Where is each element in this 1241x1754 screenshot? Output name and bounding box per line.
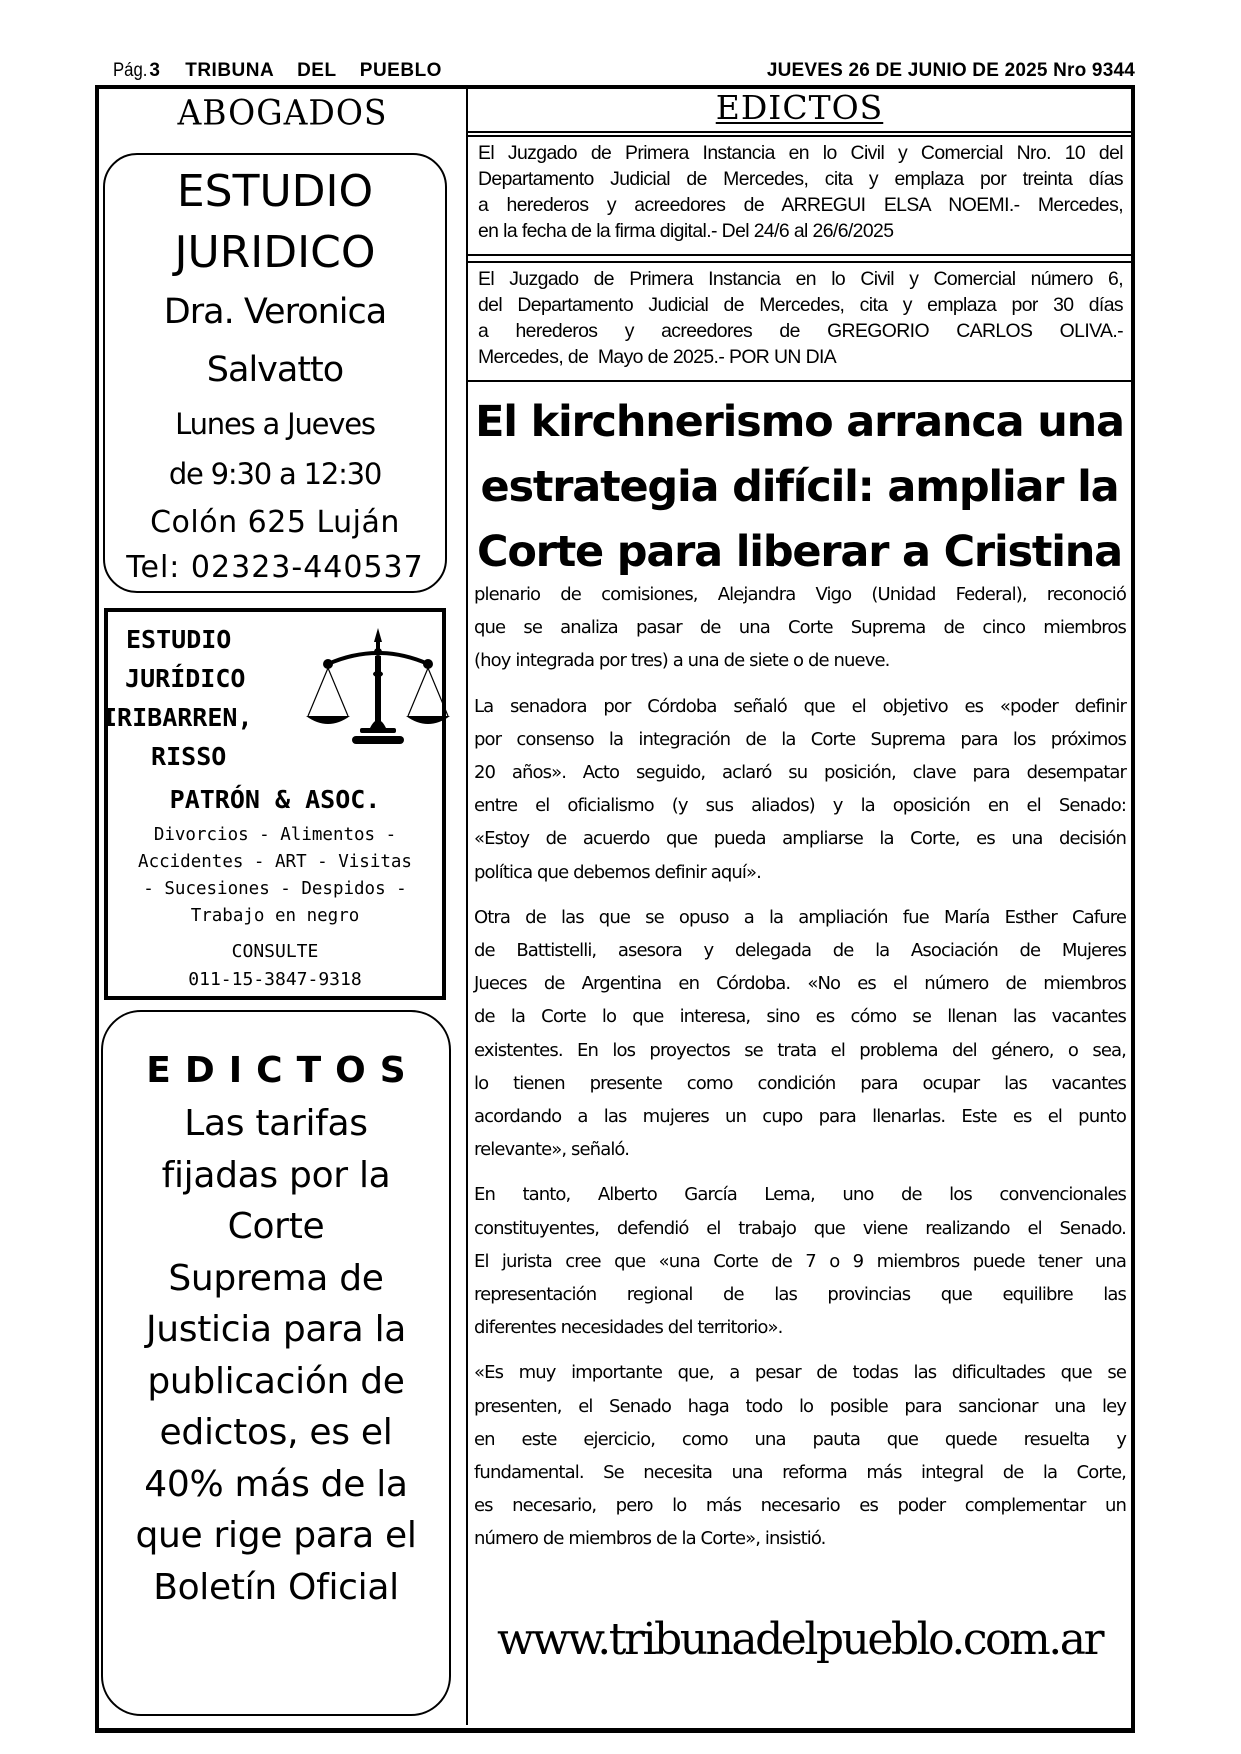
consult-label: CONSULTE: [231, 941, 319, 962]
article-line: (hoy integrada por tres) a una de siete o de nueve.: [474, 650, 890, 672]
services-line: Divorcios - Alimentos -: [153, 825, 397, 845]
edicto-line: a herederos y acreedores de ARREGUI ELSA NOEMI.- Mercedes,: [478, 194, 1123, 216]
ad-line: Las tarifas: [184, 1103, 368, 1144]
headline-line: Corte para liberar a Cristina: [476, 527, 1122, 577]
article-paragraph: [474, 578, 1126, 678]
ad-line: que rige para el: [135, 1515, 417, 1556]
ad-line: JURIDICO: [174, 227, 376, 278]
ad-line: Boletín Oficial: [153, 1566, 399, 1608]
edicto-notice: [468, 261, 1131, 382]
ad-line: publicación de: [147, 1360, 405, 1402]
edicto-notice: [468, 135, 1131, 256]
article-line: de la Corte lo que interesa, sino es cómo se llenan las vacantes: [474, 1006, 1126, 1028]
article-line: en este ejercicio, como una pauta que quede resuelta y: [474, 1428, 1126, 1450]
headline-line: El kirchnerismo arranca una: [475, 397, 1124, 447]
masthead-left: [113, 60, 442, 82]
services-line: - Sucesiones - Despidos -: [143, 879, 407, 899]
article-line: En tanto, Alberto García Lema, uno de los convencionales: [474, 1184, 1126, 1206]
ad-phone: Tel: 02323-440537: [126, 550, 424, 585]
services-line: Accidentes - ART - Visitas: [138, 852, 412, 872]
headline-line: estrategia difícil: ampliar la: [480, 462, 1119, 512]
article-line: 20 años». Acto seguido, aclaró su posición, clave para desempatar: [474, 762, 1126, 784]
consult-phone: 011-15-3847-9318: [188, 969, 362, 990]
article-line: relevante», señaló.: [474, 1139, 630, 1161]
article-line: es necesario, pero lo más necesario es poder complementar un: [474, 1495, 1126, 1517]
article-line: de Battistelli, asesora y delegada de la Asociación de Mujeres: [474, 940, 1126, 962]
section-title-text: EDICTOS: [715, 88, 884, 127]
edicto-line: El Juzgado de Primera Instancia en lo Civil y Comercial número 6,: [478, 268, 1123, 290]
section-title-abogados: ABOGADOS: [177, 92, 388, 133]
article-line: existentes. En los proyectos se trata el problema del género, o sea,: [474, 1039, 1126, 1061]
issue-date: JUEVES 26 DE JUNIO DE 2025 Nro 9344: [766, 60, 1135, 81]
article-line: política que debemos definir aquí».: [474, 861, 761, 883]
ad-tarifas-edictos: [101, 1010, 451, 1716]
edicto-line: Departamento Judicial de Mercedes, cita y emplaza por treinta días: [478, 168, 1123, 190]
article-line: El jurista cree que «una Corte de 7 o 9 miembros puede tener una: [474, 1250, 1126, 1272]
ad-line: Dra. Veronica: [163, 292, 387, 332]
article-paragraph: [474, 901, 1126, 1167]
firm-line: JURÍDICO: [110, 664, 246, 693]
services-line: Trabajo en negro: [190, 906, 360, 926]
article-line: lo tienen presente como condición para ocupar las vacantes: [474, 1072, 1126, 1094]
ad-line: Salvatto: [206, 350, 344, 390]
article-line: número de miembros de la Corte», insistió.: [474, 1528, 826, 1550]
article-headline: [472, 390, 1127, 585]
ad-line: Corte: [227, 1206, 325, 1247]
edicto-line: Mercedes, de Mayo de 2025.- POR UN DIA: [478, 346, 837, 368]
website-url[interactable]: www.tribunadelpueblo.com.ar: [497, 1614, 1102, 1665]
page-label: Pág.: [113, 60, 148, 81]
article-line: «Es muy importante que, a pesar de todas las dificultades que se: [474, 1362, 1126, 1384]
ad-estudio-salvatto: [103, 153, 447, 593]
firm-name: [102, 620, 253, 776]
article-line: que se analiza pasar de una Corte Suprema de cinco miembros: [474, 617, 1126, 639]
ad-line: fijadas por la: [161, 1154, 391, 1196]
article-line: por consenso la integración de la Corte Suprema para los próximos: [474, 728, 1126, 750]
ad-line: Lunes a Jueves: [175, 407, 375, 441]
ad-line: edictos, es el: [159, 1412, 393, 1453]
ad-line: Suprema de: [168, 1257, 384, 1299]
article-line: plenario de comisiones, Alejandra Vigo (Unidad Federal), reconoció: [474, 584, 1126, 605]
newspaper-name: TRIBUNA DEL PUEBLO: [185, 60, 442, 81]
article-line: acordando a las mujeres un cupo para llenarlas. Este es el punto: [474, 1106, 1126, 1128]
ad-estudio-iribarren: [104, 608, 446, 1000]
article-paragraph: [474, 690, 1126, 889]
ad-heading: EDICTOS: [146, 1050, 420, 1091]
edicto-line: del Departamento Judicial de Mercedes, cita y emplaza por 30 días: [478, 294, 1123, 316]
ad-line: de 9:30 a 12:30: [168, 457, 382, 491]
firm-line: RISSO: [136, 742, 227, 771]
firm-line: ESTUDIO: [126, 625, 232, 654]
ad-address: Colón 625 Luján: [150, 505, 400, 540]
article-line: La senadora por Córdoba señaló que el objetivo es «poder definir: [474, 695, 1126, 717]
edicto-line: El Juzgado de Primera Instancia en lo Civil y Comercial Nro. 10 del: [478, 142, 1123, 164]
ad-line: ESTUDIO: [176, 166, 374, 217]
ad-line: 40% más de la: [144, 1463, 408, 1505]
services-list: [108, 822, 442, 930]
masthead: [113, 60, 1135, 82]
article-line: entre el oficialismo (y sus aliados) y la oposición en el Senado:: [474, 795, 1126, 817]
article-paragraph: [474, 1178, 1126, 1344]
edicto-line: a herederos y acreedores de GREGORIO CARLOS OLIVA.-: [478, 320, 1123, 342]
article-line: Jueces de Argentina en Córdoba. «No es el número de miembros: [474, 973, 1126, 995]
firm-line: IRIBARREN,: [102, 703, 253, 732]
page-number: 3: [149, 60, 160, 81]
ad-body: [103, 1098, 449, 1613]
edicto-line: en la fecha de la firma digital.- Del 24/6 al 26/6/2025: [478, 220, 894, 242]
article-line: fundamental. Se necesita una reforma más integral de la Corte,: [474, 1462, 1126, 1484]
article-line: presenten, el Senado haga todo lo posible para sancionar una ley: [474, 1395, 1126, 1417]
article-line: diferentes necesidades del territorio».: [474, 1317, 783, 1339]
firm-line-last: PATRÓN & ASOC.: [169, 785, 381, 814]
scales-of-justice-icon: [306, 628, 452, 752]
article-line: constituyentes, defendió el trabajo que viene realizando el Senado.: [474, 1217, 1126, 1239]
ad-line: Justicia para la: [145, 1309, 407, 1350]
article-line: representación regional de las provincias que equilibre las: [474, 1284, 1126, 1306]
article-line: Otra de las que se opuso a la ampliación fue María Esther Cafure: [474, 906, 1126, 928]
article-body: [474, 578, 1126, 1568]
section-title-edictos: [468, 87, 1131, 133]
consult-block: [108, 938, 442, 994]
article-paragraph: [474, 1356, 1126, 1555]
article-line: «Estoy de acuerdo que pueda ampliarse la Corte, es una decisión: [474, 828, 1126, 850]
